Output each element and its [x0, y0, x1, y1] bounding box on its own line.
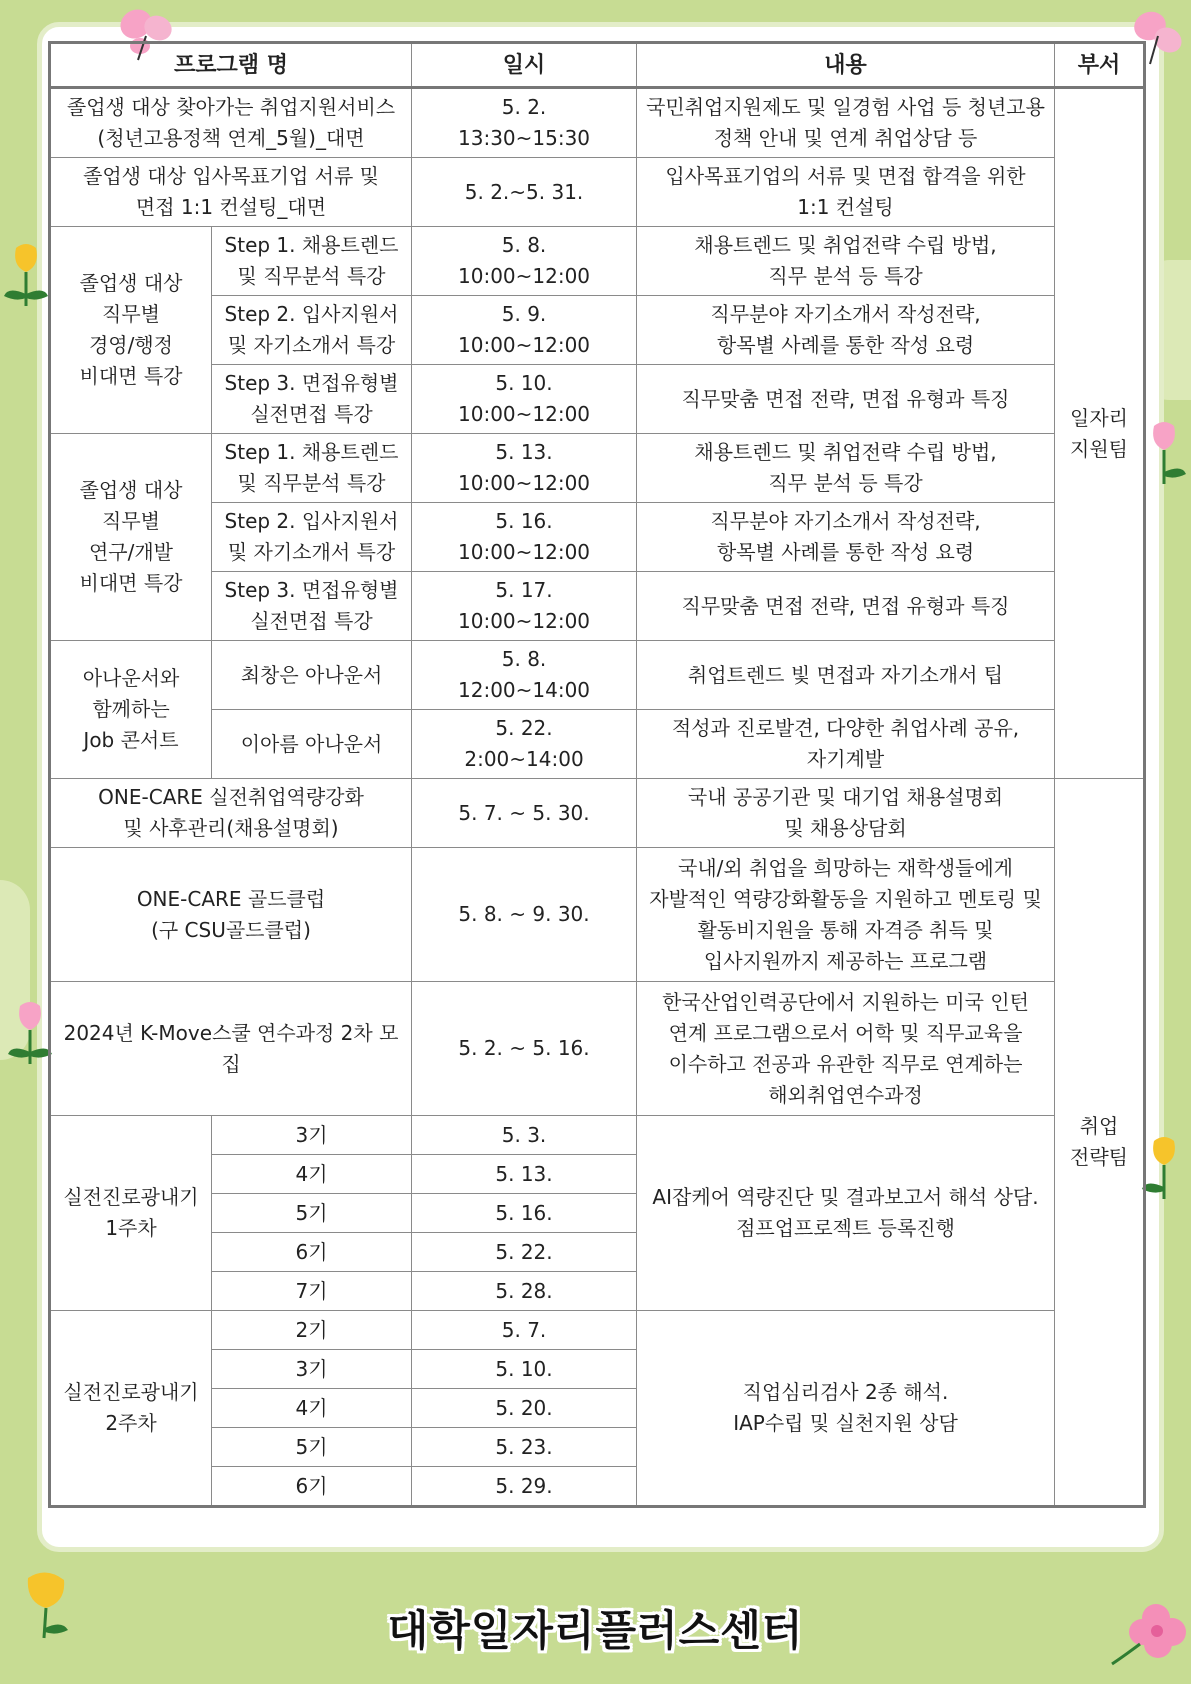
- tulip-icon: [1140, 420, 1188, 486]
- program-date: 5. 10. 10:00~12:00: [412, 365, 637, 434]
- program-date: 5. 17. 10:00~12:00: [412, 572, 637, 641]
- program-date: 5. 7.: [412, 1311, 637, 1350]
- program-step: Step 1. 채용트렌드 및 직무분석 특강: [212, 434, 412, 503]
- program-session: 6기: [212, 1233, 412, 1272]
- program-date: 5. 8. 10:00~12:00: [412, 227, 637, 296]
- program-content: 국민취업지원제도 및 일경험 사업 등 청년고용 정책 안내 및 연계 취업상담 등: [637, 88, 1055, 158]
- department-cell: 취업 전략팀: [1055, 779, 1145, 1507]
- program-session: 5기: [212, 1194, 412, 1233]
- tulip-icon: [1140, 1135, 1188, 1201]
- program-content: 직무맞춤 면접 전략, 면접 유형과 특징: [637, 365, 1055, 434]
- program-session: 6기: [212, 1467, 412, 1507]
- program-group: 아나운서와 함께하는 Job 콘서트: [50, 641, 212, 779]
- table-row: [50, 572, 1145, 641]
- table-row: [50, 779, 1145, 848]
- table-row: [50, 1311, 1145, 1350]
- table-row: [50, 88, 1145, 158]
- header-program: 프로그램 명: [50, 43, 412, 88]
- program-group: 졸업생 대상 직무별 경영/행정 비대면 특강: [50, 227, 212, 434]
- program-group: 실전진로광내기 1주차: [50, 1116, 212, 1311]
- program-date: 5. 2. ~ 5. 16.: [412, 982, 637, 1116]
- program-date: 5. 23.: [412, 1428, 637, 1467]
- program-content: AI잡케어 역량진단 및 결과보고서 해석 상담. 점프업프로젝트 등록진행: [637, 1116, 1055, 1311]
- table-row: [50, 1116, 1145, 1155]
- program-content: 국내/외 취업을 희망하는 재학생들에게 자발적인 역량강화활동을 지원하고 멘토링 및 활동비지원을 통해 자격증 취득 및 입사지원까지 제공하는 프로그램: [637, 848, 1055, 982]
- table-row: [50, 848, 1145, 982]
- program-session: 5기: [212, 1428, 412, 1467]
- program-name: 2024년 K-Move스쿨 연수과정 2차 모집: [50, 982, 412, 1116]
- program-date: 5. 29.: [412, 1467, 637, 1507]
- program-date: 5. 10.: [412, 1350, 637, 1389]
- table-row: [50, 710, 1145, 779]
- program-content: 직무맞춤 면접 전략, 면접 유형과 특징: [637, 572, 1055, 641]
- program-session: 7기: [212, 1272, 412, 1311]
- program-group: 실전진로광내기 2주차: [50, 1311, 212, 1507]
- program-session: 2기: [212, 1311, 412, 1350]
- program-content: 직무분야 자기소개서 작성전략, 항목별 사례를 통한 작성 요령: [637, 503, 1055, 572]
- program-name: ONE-CARE 실전취업역량강화 및 사후관리(채용설명회): [50, 779, 412, 848]
- program-date: 5. 8. ~ 9. 30.: [412, 848, 637, 982]
- program-session: 4기: [212, 1389, 412, 1428]
- program-step: Step 3. 면접유형별 실전면접 특강: [212, 572, 412, 641]
- program-content: 한국산업인력공단에서 지원하는 미국 인턴 연계 프로그램으로서 어학 및 직무교육을 이수하고 전공과 유관한 직무로 연계하는 해외취업연수과정: [637, 982, 1055, 1116]
- program-speaker: 이아름 아나운서: [212, 710, 412, 779]
- program-name: 졸업생 대상 찾아가는 취업지원서비스 (청년고용정책 연계_5월)_대면: [50, 88, 412, 158]
- program-step: Step 2. 입사지원서 및 자기소개서 특강: [212, 296, 412, 365]
- tulip-icon: [6, 1000, 54, 1066]
- program-date: 5. 16. 10:00~12:00: [412, 503, 637, 572]
- header-date: 일시: [412, 43, 637, 88]
- program-date: 5. 20.: [412, 1389, 637, 1428]
- program-date: 5. 22.: [412, 1233, 637, 1272]
- center-name-footer: 대학일자리플러스센터: [387, 1606, 804, 1655]
- header-department: 부서: [1055, 43, 1145, 88]
- tulip-icon: [2, 242, 50, 308]
- program-step: Step 1. 채용트렌드 및 직무분석 특강: [212, 227, 412, 296]
- department-cell: 일자리 지원팀: [1055, 88, 1145, 779]
- table-row: [50, 158, 1145, 227]
- program-date: 5. 7. ~ 5. 30.: [412, 779, 637, 848]
- table-row: [50, 434, 1145, 503]
- program-date: 5. 3.: [412, 1116, 637, 1155]
- table-row: [50, 227, 1145, 296]
- program-date: 5. 13. 10:00~12:00: [412, 434, 637, 503]
- program-name: 졸업생 대상 입사목표기업 서류 및 면접 1:1 컨설팅_대면: [50, 158, 412, 227]
- program-date: 5. 22. 2:00~14:00: [412, 710, 637, 779]
- program-content: 직업심리검사 2종 해석. IAP수립 및 실천지원 상담: [637, 1311, 1055, 1507]
- program-name: ONE-CARE 골드클럽 (구 CSU골드클럽): [50, 848, 412, 982]
- program-group: 졸업생 대상 직무별 연구/개발 비대면 특강: [50, 434, 212, 641]
- program-content: 적성과 진로발견, 다양한 취업사례 공유, 자기계발: [637, 710, 1055, 779]
- program-schedule-table: [48, 41, 1146, 1508]
- program-date: 5. 13.: [412, 1155, 637, 1194]
- program-session: 3기: [212, 1116, 412, 1155]
- program-content: 직무분야 자기소개서 작성전략, 항목별 사례를 통한 작성 요령: [637, 296, 1055, 365]
- program-schedule-table-wrapper: [48, 41, 1143, 1508]
- program-content: 입사목표기업의 서류 및 면접 합격을 위한 1:1 컨설팅: [637, 158, 1055, 227]
- header-content: 내용: [637, 43, 1055, 88]
- program-date: 5. 16.: [412, 1194, 637, 1233]
- table-row: [50, 641, 1145, 710]
- program-step: Step 2. 입사지원서 및 자기소개서 특강: [212, 503, 412, 572]
- program-date: 5. 28.: [412, 1272, 637, 1311]
- table-row: [50, 503, 1145, 572]
- table-row: [50, 296, 1145, 365]
- program-date: 5. 2. 13:30~15:30: [412, 88, 637, 158]
- program-content: 국내 공공기관 및 대기업 채용설명회 및 채용상담회: [637, 779, 1055, 848]
- table-row: [50, 982, 1145, 1116]
- program-session: 4기: [212, 1155, 412, 1194]
- program-content: 취업트렌드 빛 면접과 자기소개서 팁: [637, 641, 1055, 710]
- program-date: 5. 2.~5. 31.: [412, 158, 637, 227]
- program-speaker: 최창은 아나운서: [212, 641, 412, 710]
- program-date: 5. 8. 12:00~14:00: [412, 641, 637, 710]
- program-content: 채용트렌드 및 취업전략 수립 방법, 직무 분석 등 특강: [637, 227, 1055, 296]
- program-step: Step 3. 면접유형별 실전면접 특강: [212, 365, 412, 434]
- program-content: 채용트렌드 및 취업전략 수립 방법, 직무 분석 등 특강: [637, 434, 1055, 503]
- program-session: 3기: [212, 1350, 412, 1389]
- table-row: [50, 365, 1145, 434]
- program-date: 5. 9. 10:00~12:00: [412, 296, 637, 365]
